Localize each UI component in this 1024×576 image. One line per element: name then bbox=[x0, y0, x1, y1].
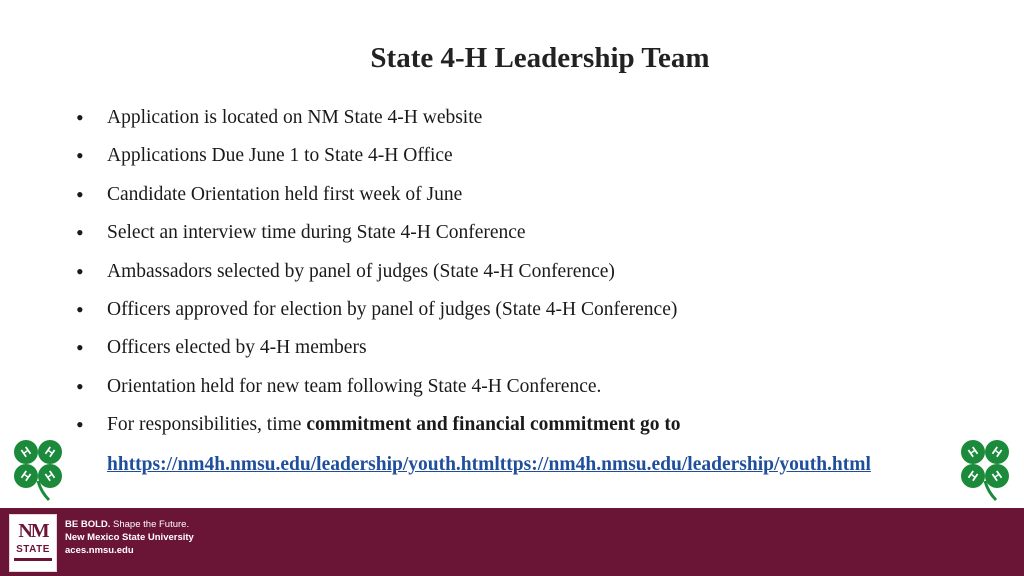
footer-url: aces.nmsu.edu bbox=[65, 545, 134, 556]
svg-text:H: H bbox=[18, 467, 34, 485]
bullet-list bbox=[76, 99, 681, 445]
bullet-text: Orientation held for new team following State 4-H Conference. bbox=[107, 375, 602, 397]
bullet-icon: • bbox=[76, 220, 84, 246]
university-name: New Mexico State University bbox=[65, 532, 194, 543]
bullet-item bbox=[76, 406, 681, 444]
footer-bar bbox=[0, 508, 1024, 576]
bullet-icon: • bbox=[76, 296, 84, 322]
bullet-item bbox=[76, 291, 681, 329]
4h-clover-icon bbox=[5, 436, 71, 502]
bullet-text: Officers approved for election by panel of judges (State 4-H Conference) bbox=[107, 298, 678, 320]
svg-text:H: H bbox=[18, 443, 34, 461]
4h-clover-icon bbox=[952, 436, 1018, 502]
nmsu-logo bbox=[9, 514, 57, 572]
bullet-item bbox=[76, 99, 681, 137]
svg-text:H: H bbox=[989, 443, 1005, 461]
bullet-item bbox=[76, 214, 681, 252]
tagline bbox=[65, 518, 194, 531]
bullet-icon: • bbox=[76, 105, 84, 130]
svg-text:H: H bbox=[42, 443, 58, 461]
svg-text:H: H bbox=[965, 443, 981, 461]
bullet-icon: • bbox=[76, 412, 84, 438]
tagline-bold: BE BOLD. bbox=[65, 519, 111, 530]
svg-text:H: H bbox=[965, 467, 981, 485]
slide-title: State 4-H Leadership Team bbox=[370, 42, 710, 74]
bullet-item bbox=[76, 137, 681, 175]
footer-text bbox=[65, 518, 194, 557]
bullet-text: Ambassadors selected by panel of judges (State 4-H Conference) bbox=[107, 260, 615, 282]
bullet-text: Officers elected by 4-H members bbox=[107, 337, 367, 359]
logo-state: STATE bbox=[16, 544, 50, 555]
logo-bar bbox=[14, 558, 52, 561]
bullet-icon: • bbox=[76, 258, 84, 284]
bullet-text: Application is located on NM State 4-H website bbox=[107, 107, 483, 128]
bullet-text: Applications Due June 1 to State 4-H Office bbox=[107, 145, 453, 167]
bullet-text: Select an interview time during State 4-H Conference bbox=[107, 222, 526, 244]
youth-leadership-link[interactable]: hhttps://nm4h.nmsu.edu/leadership/youth.htmlttps://nm4h.nmsu.edu/leadership/youth.html bbox=[107, 454, 871, 475]
bullet-icon: • bbox=[76, 373, 84, 399]
bullet-icon: • bbox=[76, 143, 84, 169]
svg-text:H: H bbox=[989, 467, 1005, 485]
tagline-rest: Shape the Future. bbox=[110, 519, 190, 530]
bullet-item bbox=[76, 329, 681, 367]
logo-letters: NM bbox=[18, 520, 48, 542]
bullet-text-bold: commitment and financial commitment go to bbox=[306, 414, 681, 436]
bullet-text-prefix: For responsibilities, time bbox=[107, 414, 307, 436]
bullet-icon: • bbox=[76, 335, 84, 361]
svg-text:H: H bbox=[42, 467, 58, 485]
bullet-icon: • bbox=[76, 181, 84, 207]
bullet-item bbox=[76, 368, 681, 406]
bullet-item bbox=[76, 253, 681, 291]
link-line bbox=[107, 450, 871, 480]
bullet-item bbox=[76, 176, 681, 214]
bullet-text: Candidate Orientation held first week of June bbox=[107, 183, 463, 205]
